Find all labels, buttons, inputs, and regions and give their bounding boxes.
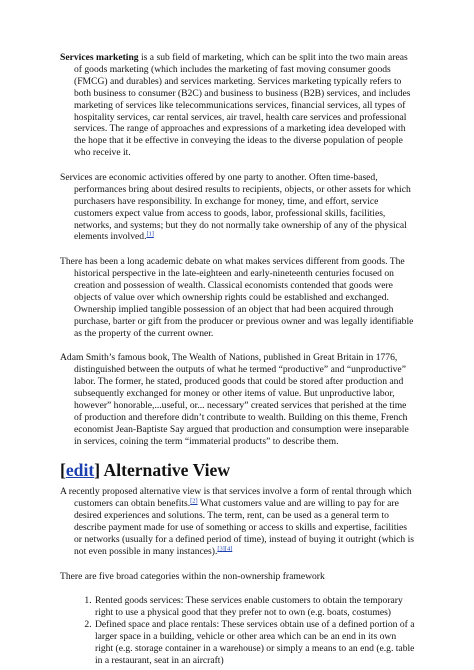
adam-smith-text: Adam Smith’s famous book, The Wealth of Nations, published in Great Britain in 1776, distinguished between the outputs of what he termed “productive” and “unproductive” labor. The former, he stated, produced goods that could be stored after production and subsequently exchanged for money or other items of value. But unproductive labor, however” honorable,...useful, or... necessary” created services that perished at the time of production and therefore didn’t contribute to wealth. Building on this theme, French economist Jean-Baptiste Say argued that production and consumption were inseparable in services, coining the term “immaterial products” to describe them. — [60, 352, 409, 447]
intro-paragraph — [60, 52, 416, 159]
alternative-view-text-1: A recently proposed alternative view is that services involve a form of rental through which customers can obtain benefits. — [60, 486, 412, 510]
services-marketing-term: Services marketing — [60, 52, 139, 63]
heading-close-bracket: ] — [94, 460, 101, 481]
section-heading-alternative-view — [60, 460, 416, 480]
academic-debate-paragraph — [60, 256, 416, 339]
academic-debate-text: There has been a long academic debate on what makes services different from goods. The historical perspective in the late-eighteen and early-nineteenth centuries focused on creation and possession of wealth. Classical economists contended that goods were objects of value over which ownership rights could be established and exchanged. Ownership implied tangible possession of an object that had been acquired through purchase, barter or gift from the producer or previous owner and was legally identifiable as the property of the current owner. — [60, 256, 414, 339]
categories-list — [60, 595, 416, 666]
edit-link[interactable]: edit — [65, 460, 95, 481]
categories-intro-paragraph — [60, 571, 416, 583]
services-definition-text: Services are economic activities offered by one party to another. Often time-based, performances bring about desired results to recipients, objects, or other assets for which purchasers have responsibility. In exchange for money, time, and effort, service customers expect value from access to goods, labor, professional skills, facilities, networks, and systems; but they do not normally take ownership of any of the physical elements involved. — [60, 171, 411, 243]
alternative-view-paragraph — [60, 486, 416, 557]
adam-smith-paragraph — [60, 352, 416, 447]
alternative-view-text-2: What customers value and are willing to pay for are desired experiences and solutions. The term, rent, can be used as a general term to describe payment made for use of something or access to skills and expertise, facilities or networks (usually for a defined period of time), instead of buying it outright (which is not even possible in many instances). — [74, 498, 414, 557]
services-definition-paragraph — [60, 172, 416, 243]
reference-link-3-4[interactable]: [3][4] — [217, 545, 233, 553]
list-item: 2. Defined space and place rentals: These services obtain use of a defined portion of a larger space in a building, vehicle or other area which can be an end in its own right (e.g. storage container in a warehouse) or simply a means to an end (e.g. table in a restaurant, seat in an aircraft) — [94, 619, 416, 667]
intro-paragraph-text: is a sub field of marketing, which can be split into the two main areas of goods marketing (which includes the marketing of fast moving consumer goods (FMCG) and durables) and services marketing. Services marketing typically refers to both business to consumer (B2C) and business to business (B2B) services, and includes marketing of services like telecommunications services, financial services, all types of hospitality services, car rental services, air travel, health care services and professional services. The range of approaches and expressions of a marketing idea developed with the hope that it be effective in conveying the ideas to the diverse population of people who receive it. — [74, 52, 411, 159]
heading-title: Alternative View — [100, 460, 231, 481]
list-item: 1. Rented goods services: These services enable customers to obtain the temporary right to use a physical good that they prefer not to own (e.g. boats, costumes) — [94, 595, 416, 619]
reference-link-2[interactable]: [2] — [190, 497, 198, 505]
reference-link-1[interactable]: [1] — [146, 230, 154, 238]
heading-open-bracket: [ — [60, 460, 66, 481]
categories-intro-text: There are five broad categories within the non-ownership framework — [60, 570, 325, 582]
